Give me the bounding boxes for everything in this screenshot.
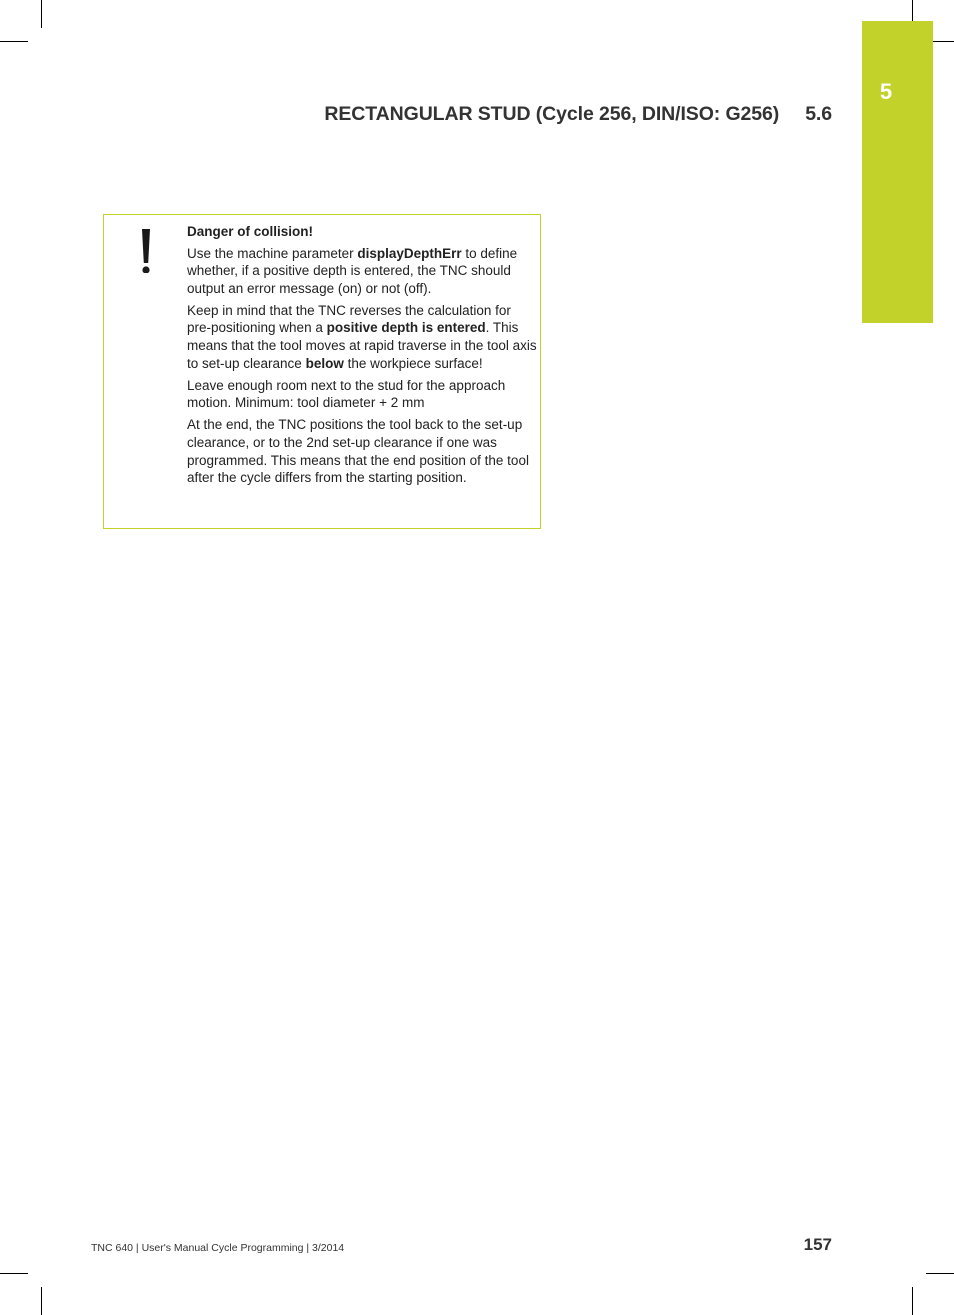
section-title: RECTANGULAR STUD (Cycle 256, DIN/ISO: G256) <box>324 103 780 125</box>
warning-paragraph <box>187 302 537 372</box>
page-number: 157 <box>803 1235 832 1254</box>
warning-title: Danger of collision! <box>187 224 314 239</box>
warning-box <box>103 214 541 529</box>
warning-paragraph: Leave enough room next to the stud for the approach motion. Minimum: tool diameter + 2 mm <box>187 377 506 411</box>
crop-mark <box>41 1287 42 1315</box>
exclamation-icon <box>132 225 160 273</box>
crop-mark <box>0 41 28 42</box>
text-run: Use the machine parameter <box>187 245 358 261</box>
footer-text: TNC 640 | User's Manual Cycle Programming | 3/2014 <box>91 1242 345 1254</box>
chapter-tab <box>862 21 933 323</box>
warning-content <box>187 223 537 491</box>
page-header <box>324 103 832 126</box>
crop-mark <box>41 0 42 28</box>
parameter-name: displayDepthErr <box>357 245 462 261</box>
emphasis: positive depth is entered <box>326 320 486 336</box>
text-run: Keep in mind that the TNC reverses the calculation for pre-positioning when a <box>187 302 511 336</box>
text-run: the workpiece surface! <box>343 355 483 371</box>
text-run: to define whether, if a positive depth is entered, the TNC should output an error message (on) or not (off). <box>187 245 518 296</box>
warning-paragraph <box>187 245 537 298</box>
text-run: . This means that the tool moves at rapid traverse in the tool axis to set-up clearance <box>187 320 537 371</box>
chapter-number: 5 <box>879 79 893 104</box>
emphasis: below <box>305 355 344 371</box>
crop-mark <box>926 1273 954 1274</box>
warning-paragraph: At the end, the TNC positions the tool back to the set-up clearance, or to the 2nd set-up clearance if one was programmed. This means that the end position of the tool after the cycle differs from the starting position. <box>187 417 529 486</box>
crop-mark <box>912 1287 913 1315</box>
crop-mark <box>0 1273 28 1274</box>
section-number: 5.6 <box>805 103 832 125</box>
